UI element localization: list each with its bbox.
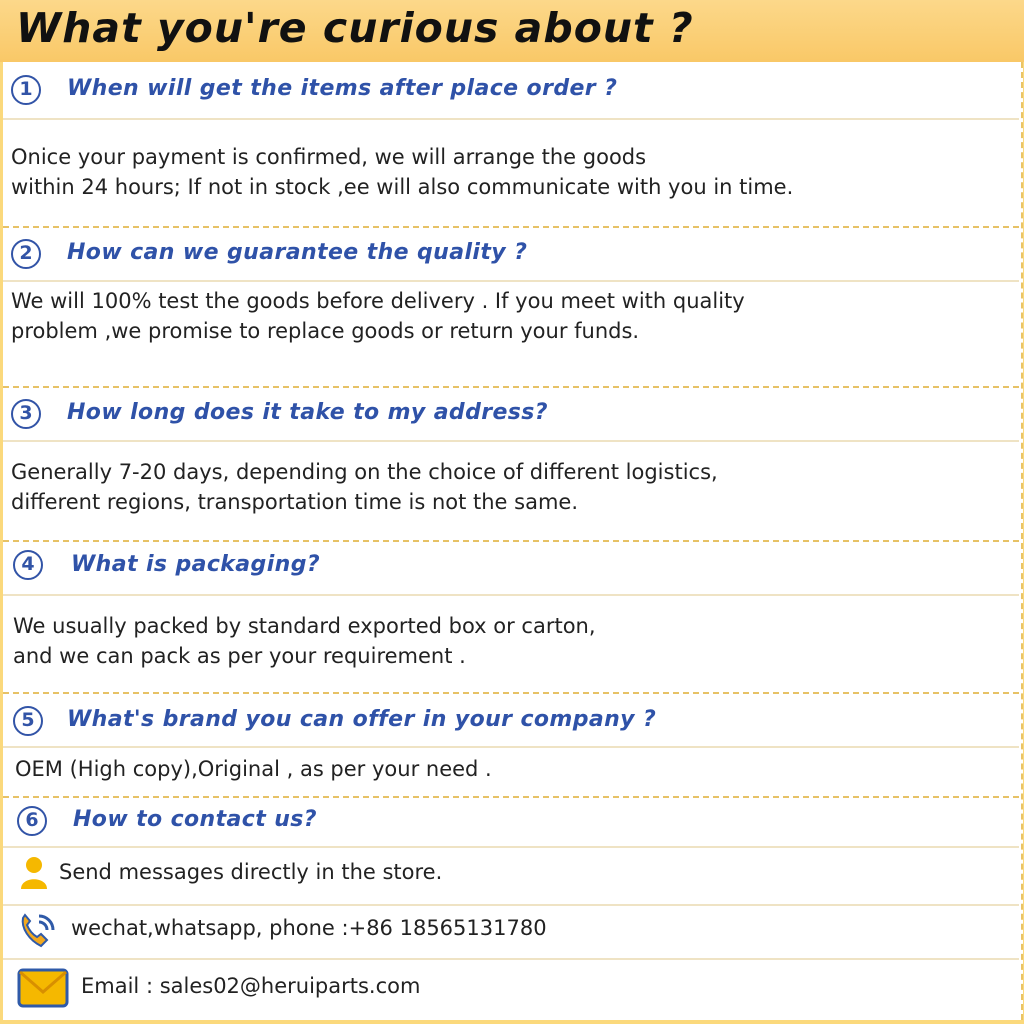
question-text-6: How to contact us?: [73, 807, 317, 832]
faq-answer-3: [3, 442, 1019, 540]
contact-row-phone: [3, 904, 1019, 958]
number-badge-2: 2: [11, 239, 41, 269]
answer-text-2: [11, 286, 745, 346]
question-text-5: What's brand you can offer in your company ?: [67, 707, 657, 732]
answer-line: within 24 hours; If not in stock ,ee will also communicate with you in time.: [11, 175, 794, 199]
contact-phone-text: wechat,whatsapp, phone :+86 18565131780: [71, 916, 547, 940]
answer-text-1: [11, 142, 793, 202]
question-text-3: How long does it take to my address?: [67, 400, 548, 425]
page-title: What you're curious about ?: [16, 4, 694, 52]
question-text-1: When will get the items after place order ?: [67, 76, 618, 101]
answer-line: Generally 7-20 days, depending on the choice of different logistics,: [11, 460, 718, 484]
answer-text-3: [11, 457, 718, 517]
faq-question-2: [3, 226, 1019, 282]
contact-store-text: Send messages directly in the store.: [59, 860, 443, 884]
faq-question-4: [3, 540, 1019, 596]
person-icon: [19, 856, 49, 890]
number-badge-1: 1: [11, 75, 41, 105]
answer-line: different regions, transportation time is not the same.: [11, 490, 579, 514]
faq-answer-1: [3, 120, 1019, 226]
answer-line: OEM (High copy),Original , as per your need .: [15, 757, 492, 781]
faq-question-5: [3, 692, 1019, 748]
faq-answer-2: [3, 282, 1019, 386]
answer-line: Onice your payment is confirmed, we will arrange the goods: [11, 145, 647, 169]
faq-question-1: [3, 62, 1019, 120]
answer-text-5: [15, 754, 492, 784]
faq-question-6: [3, 796, 1019, 848]
number-badge-4: 4: [13, 550, 43, 580]
number-badge-3: 3: [11, 399, 41, 429]
answer-text-4: [13, 611, 596, 671]
number-badge-6: 6: [17, 806, 47, 836]
answer-line: We will 100% test the goods before delivery . If you meet with quality: [11, 289, 745, 313]
contact-row-store: [3, 848, 1019, 904]
contact-email-text: Email : sales02@heruiparts.com: [81, 974, 421, 998]
title-banner: [0, 0, 1024, 62]
question-text-2: How can we guarantee the quality ?: [67, 240, 528, 265]
faq-answer-5: [3, 748, 1019, 796]
phone-icon: [17, 910, 65, 952]
contact-row-email: [3, 958, 1019, 1020]
envelope-icon: [17, 968, 69, 1008]
answer-line: problem ,we promise to replace goods or return your funds.: [11, 319, 640, 343]
number-badge-5: 5: [13, 706, 43, 736]
answer-line: We usually packed by standard exported box or carton,: [13, 614, 596, 638]
question-text-4: What is packaging?: [71, 552, 321, 577]
faq-answer-4: [3, 596, 1019, 692]
answer-line: and we can pack as per your requirement .: [13, 644, 466, 668]
faq-question-3: [3, 386, 1019, 442]
